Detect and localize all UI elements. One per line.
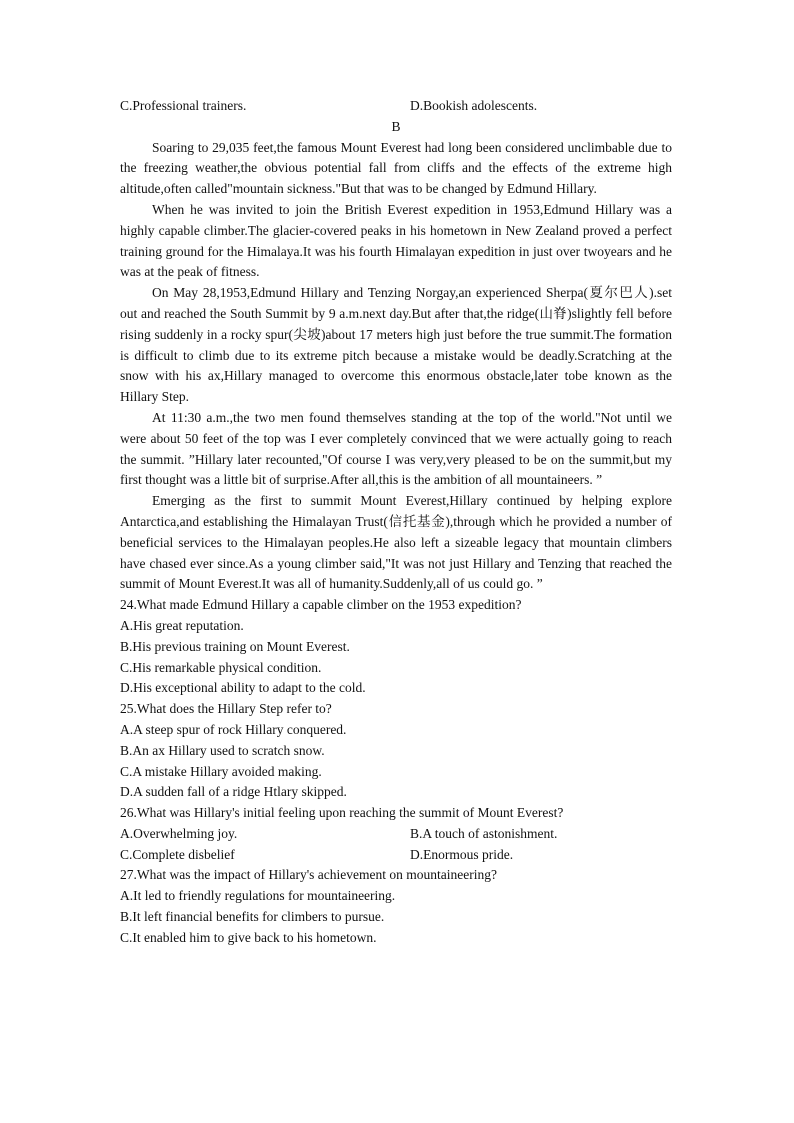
option-d: D.Enormous pride. [410,846,514,862]
question-stem: 25.What does the Hillary Step refer to? [120,701,332,717]
question-24 [120,595,672,699]
passage-paragraph-1: Soaring to 29,035 feet,the famous Mount Everest had long been considered unclimbable due to the freezing weather,the obvious potential fall from cliffs and the effects of the extreme high altitude,often called"mountain sickness."But that was to be changed by Edmund Hillary. [120,139,672,197]
option-c: C.Complete disbelief [120,846,235,862]
reading-passage [120,138,672,596]
option-b: B.An ax Hillary used to scratch snow. [120,742,325,758]
option-c: C.His remarkable physical condition. [120,659,322,675]
passage-paragraph-2: When he was invited to join the British Everest expedition in 1953,Edmund Hillary was a highly capable climber.The glacier-covered peaks in his hometown in New Zealand proved a perfect training ground for the Himalaya.It was his fourth Himalayan expedition in just over twoyears and he was at the peak of fitness. [120,201,672,280]
passage-paragraph-3: On May 28,1953,Edmund Hillary and Tenzing Norgay,an experienced Sherpa(夏尔巴人).set out and reached the South Summit by 9 a.m.next day.But after that,the ridge(山脊)slightly fell before rising suddenly in a rocky spur(尖坡)about 17 meters high just before the true summit.The formation is difficult to climb due to its extreme pitch because a mistake would be deadly.Scratching at the snow with his ax,Hillary managed to overcome this enormous obstacle,later tobe known as the Hillary Step. [120,285,672,405]
question-stem: 24.What made Edmund Hillary a capable climber on the 1953 expedition? [120,597,522,613]
option-d: D.His exceptional ability to adapt to the cold. [120,680,366,696]
exam-page [120,96,672,949]
option-b: B.It left financial benefits for climbers to pursue. [120,909,385,925]
option-c: C.It enabled him to give back to his hometown. [120,929,377,945]
section-heading: B [391,118,401,134]
option-c-professional-trainers: C.Professional trainers. [120,98,247,113]
option-b: B.A touch of astonishment. [410,825,558,841]
option-row-ab [120,824,672,845]
question-27 [120,865,672,948]
passage-paragraph-4: At 11:30 a.m.,the two men found themselves standing at the top of the world."Not until we were about 50 feet of the top was I ever completely convinced that we were actually going to reach the summit. ”Hillary later recounted,"Of course I was very,very pleased to be on the summit,but my first thought was a little bit of surprise.After all,this is the ambition of all mountaineers. ” [120,409,672,488]
passage-paragraph-5: Emerging as the first to summit Mount Everest,Hillary continued by helping explore Antarctica,and establishing the Himalayan Trust(信托基金),through which he provided a number of beneficial services to the Himalayan peoples.He also left a sizeable legacy that mountain climbers have chased ever since.As a young climber said,"It was not just Hillary and Tenzing that reached the summit of Mount Everest.It was all of humanity.Suddenly,all of us could go. ” [120,493,672,592]
option-a: A.A steep spur of rock Hillary conquered. [120,721,347,737]
option-d: D.A sudden fall of a ridge Htlary skipped. [120,784,347,800]
question-stem: 27.What was the impact of Hillary's achievement on mountaineering? [120,867,497,883]
option-b: B.His previous training on Mount Everest. [120,638,350,654]
option-a: A.Overwhelming joy. [120,825,238,841]
option-c: C.A mistake Hillary avoided making. [120,763,322,779]
previous-question-options [120,96,672,117]
option-row-cd [120,845,672,866]
option-a: A.It led to friendly regulations for mountaineering. [120,888,396,904]
option-a: A.His great reputation. [120,617,244,633]
option-d-bookish-adolescents: D.Bookish adolescents. [410,98,538,113]
question-25 [120,699,672,803]
question-stem: 26.What was Hillary's initial feeling upon reaching the summit of Mount Everest? [120,805,564,821]
question-26 [120,803,672,865]
